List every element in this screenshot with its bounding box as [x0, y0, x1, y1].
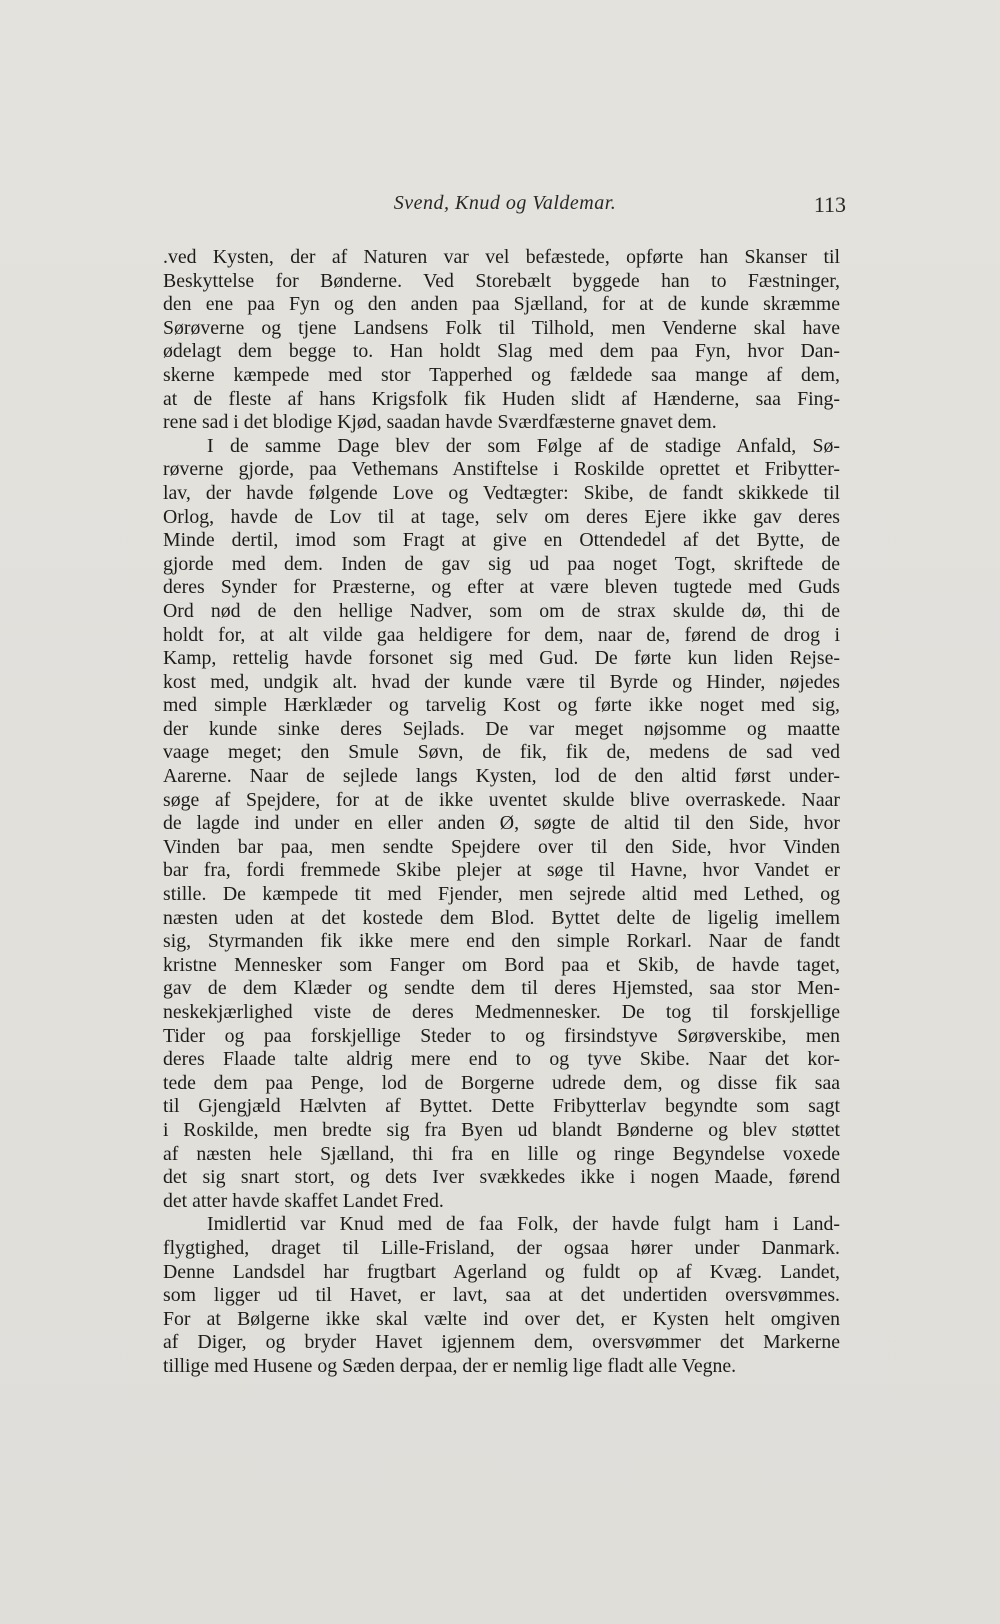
- text-line: i Roskilde, men bredte sig fra Byen ud blandt Bønderne og blev støttet: [163, 1118, 840, 1141]
- text-line: til Gjengjæld Hælvten af Byttet. Dette Fribytterlav begyndte som sagt: [163, 1095, 840, 1118]
- text-line: Orlog, havde de Lov til at tage, selv om deres Ejere ikke gav deres: [163, 505, 840, 528]
- text-line: Vinden bar paa, men sendte Spejdere over til den Side, hvor Vinden: [163, 835, 840, 858]
- text-line: søge af Spejdere, for at de ikke uventet skulde blive overraskede. Naar: [163, 788, 840, 811]
- text-line: .ved Kysten, der af Naturen var vel befæstede, opførte han Skanser til: [163, 246, 840, 268]
- text-line: For at Bølgerne ikke skal vælte ind over det, er Kysten helt omgiven: [163, 1307, 840, 1330]
- running-head: [160, 192, 850, 232]
- text-line: sig, Styrmanden fik ikke mere end den simple Rorkarl. Naar de fandt: [163, 930, 840, 953]
- text-line: neskekjærlighed viste de deres Medmennesker. De tog til forskjellige: [163, 1001, 840, 1023]
- text-line: lav, der havde følgende Love og Vedtægter: Skibe, de fandt skikkede til: [163, 481, 840, 504]
- text-line: gjorde med dem. Inden de gav sig ud paa noget Togt, skriftede de: [163, 552, 840, 575]
- text-line: I de samme Dage blev der som Følge af de stadige Anfald, Sø-: [207, 434, 840, 457]
- text-line: af næsten hele Sjælland, thi fra en lille og ringe Begyndelse voxede: [163, 1142, 840, 1165]
- text-line: deres Flaade talte aldrig mere end to og tyve Skibe. Naar det kor-: [163, 1048, 840, 1071]
- text-line: kristne Mennesker som Fanger om Bord paa et Skib, de havde taget,: [163, 953, 840, 976]
- text-line: deres Synder for Præsterne, og efter at være bleven tugtede med Guds: [163, 576, 840, 599]
- text-line: tede dem paa Penge, lod de Borgerne udrede dem, og disse fik saa: [163, 1071, 840, 1094]
- text-line: Kamp, rettelig havde forsonet sig med Gud. De førte kun liden Rejse-: [163, 647, 840, 670]
- text-line: ødelagt dem begge to. Han holdt Slag med dem paa Fyn, hvor Dan-: [163, 340, 840, 363]
- text-line: rene sad i det blodige Kjød, saadan havde Sværdfæsterne gnavet dem.: [163, 411, 717, 434]
- body-text: [163, 246, 840, 1379]
- text-line: holdt for, at alt vilde gaa heldigere for dem, naar de, førend de drog i: [163, 623, 840, 646]
- text-line: røverne gjorde, paa Vethemans Anstiftelse i Roskilde oprettet et Fribytter-: [163, 458, 840, 481]
- text-line: Minde dertil, imod som Fragt at give en Ottendedel af det Bytte, de: [163, 529, 840, 552]
- text-line: skerne kæmpede med stor Tapperhed og fældede saa mange af dem,: [163, 363, 840, 386]
- text-line: næsten uden at det kostede dem Blod. Byttet delte de ligelig imellem: [163, 906, 840, 929]
- text-line: Aarerne. Naar de sejlede langs Kysten, lod de den altid først under-: [163, 765, 840, 788]
- text-line: stille. De kæmpede tit med Fjender, men sejrede altid med Lethed, og: [163, 883, 840, 906]
- text-line: det sig snart stort, og dets Iver svækkedes ikke i nogen Maade, førend: [163, 1166, 840, 1189]
- running-title: Svend, Knud og Valdemar.: [393, 192, 617, 214]
- text-line: det atter havde skaffet Landet Fred.: [163, 1189, 444, 1212]
- text-line: bar fra, fordi fremmede Skibe plejer at søge til Havne, hvor Vandet er: [163, 859, 840, 882]
- text-line: Tider og paa forskjellige Steder to og firsindstyve Sørøverskibe, men: [163, 1024, 840, 1047]
- text-line: som ligger ud til Havet, er lavt, saa at det undertiden oversvømmes.: [163, 1284, 840, 1307]
- text-line: Beskyttelse for Bønderne. Ved Storebælt byggede han to Fæstninger,: [163, 269, 840, 292]
- page-number: 113: [813, 192, 846, 217]
- text-line: Sørøverne og tjene Landsens Folk til Tilhold, men Venderne skal have: [163, 316, 840, 339]
- text-line: kost med, undgik alt. hvad der kunde være til Byrde og Hinder, nøjedes: [163, 670, 840, 693]
- text-line: flygtighed, draget til Lille-Frisland, der ogsaa hører under Danmark.: [163, 1236, 840, 1259]
- text-line: Ord nød de den hellige Nadver, som om de strax skulde dø, thi de: [163, 599, 840, 622]
- text-line: at de fleste af hans Krigsfolk fik Huden slidt af Hænderne, saa Fing-: [163, 387, 840, 410]
- text-line: tillige med Husene og Sæden derpaa, der er nemlig lige fladt alle Vegne.: [163, 1354, 737, 1377]
- text-line: med simple Hærklæder og tarvelig Kost og førte ikke noget med sig,: [163, 694, 840, 717]
- text-line: de lagde ind under en eller anden Ø, søgte de altid til den Side, hvor: [163, 812, 840, 835]
- text-line: den ene paa Fyn og den anden paa Sjælland, for at de kunde skræmme: [163, 293, 840, 316]
- text-line: der kunde sinke deres Sejlads. De var meget nøjsomme og maatte: [163, 717, 840, 740]
- text-line: Denne Landsdel har frugtbart Agerland og fuldt op af Kvæg. Landet,: [163, 1260, 840, 1283]
- text-line: af Diger, og bryder Havet igjennem dem, oversvømmer det Markerne: [163, 1331, 840, 1354]
- text-line: gav de dem Klæder og sendte dem til deres Hjemsted, saa stor Men-: [163, 977, 840, 1000]
- text-line: Imidlertid var Knud med de faa Folk, der havde fulgt ham i Land-: [207, 1213, 840, 1236]
- text-line: vaage meget; den Smule Søvn, de fik, fik de, medens de sad ved: [163, 741, 840, 764]
